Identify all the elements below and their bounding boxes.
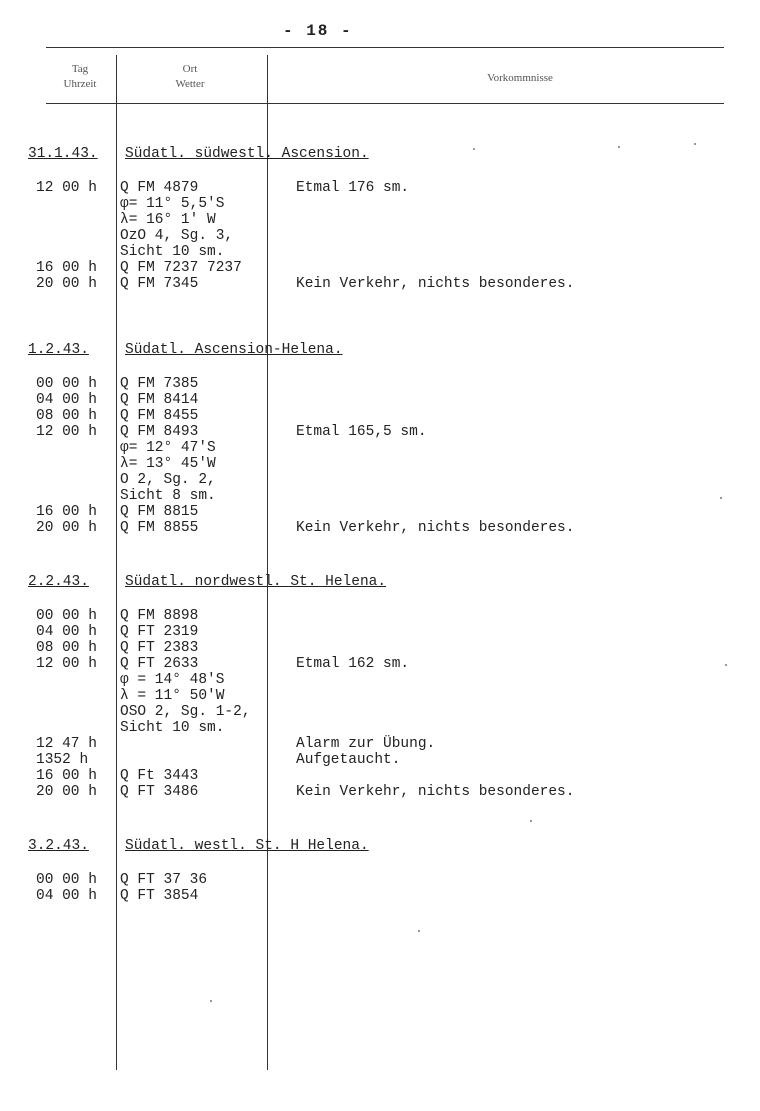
- row-event: Kein Verkehr, nichts besonderes.: [296, 520, 575, 536]
- row-position-weather: Q FM 8455: [120, 408, 199, 424]
- row-position-weather: Q FT 2383: [120, 640, 199, 656]
- section-date: 31.1.43.: [28, 146, 98, 162]
- row-position-weather: φ = 14° 48'S: [120, 672, 225, 688]
- section-location: Südatl. Ascension-Helena.: [125, 342, 343, 358]
- row-event: Etmal 165,5 sm.: [296, 424, 427, 440]
- row-position-weather: Q FM 4879: [120, 180, 199, 196]
- row-time: 08 00 h: [36, 640, 97, 656]
- row-event: Etmal 162 sm.: [296, 656, 410, 672]
- row-position-weather: Q FM 7385: [120, 376, 199, 392]
- row-time: 12 00 h: [36, 180, 97, 196]
- row-position-weather: λ= 13° 45'W: [120, 456, 216, 472]
- row-event: Alarm zur Übung.: [296, 736, 436, 752]
- row-position-weather: Q FM 8898: [120, 608, 199, 624]
- header-col2-line1: Ort: [182, 63, 198, 75]
- header-bottom-rule: [46, 103, 724, 104]
- row-time: 1352 h: [36, 752, 89, 768]
- row-position-weather: φ= 11° 5,5'S: [120, 196, 225, 212]
- scan-speck: [618, 146, 620, 148]
- row-position-weather: Q FM 7237 7237: [120, 260, 242, 276]
- row-position-weather: Q FM 8493: [120, 424, 199, 440]
- row-position-weather: Q FM 8414: [120, 392, 199, 408]
- section-date: 2.2.43.: [28, 574, 89, 590]
- row-time: 04 00 h: [36, 392, 97, 408]
- scan-speck: [210, 1000, 212, 1002]
- row-time: 16 00 h: [36, 768, 97, 784]
- scan-speck: [694, 143, 696, 145]
- header-col2: [140, 62, 240, 92]
- header-col2-line2: Wetter: [175, 78, 205, 90]
- row-time: 16 00 h: [36, 504, 97, 520]
- section-date: 1.2.43.: [28, 342, 89, 358]
- row-time: 20 00 h: [36, 276, 97, 292]
- scan-speck: [418, 930, 420, 932]
- section-location: Südatl. nordwestl. St. Helena.: [125, 574, 387, 590]
- row-time: 04 00 h: [36, 624, 97, 640]
- header-col1: [52, 62, 108, 92]
- row-time: 00 00 h: [36, 376, 97, 392]
- scan-speck: [530, 820, 532, 822]
- row-event: Kein Verkehr, nichts besonderes.: [296, 784, 575, 800]
- row-position-weather: Sicht 10 sm.: [120, 720, 225, 736]
- row-position-weather: λ= 16° 1' W: [120, 212, 216, 228]
- section-location: Südatl. südwestl. Ascension.: [125, 146, 369, 162]
- row-time: 16 00 h: [36, 260, 97, 276]
- header-col3: Vorkommnisse: [487, 72, 553, 84]
- row-position-weather: Q FT 37 36: [120, 872, 208, 888]
- row-position-weather: Q FM 8815: [120, 504, 199, 520]
- row-event: Kein Verkehr, nichts besonderes.: [296, 276, 575, 292]
- page-number: - 18 -: [283, 22, 353, 40]
- row-time: 04 00 h: [36, 888, 97, 904]
- row-time: 08 00 h: [36, 408, 97, 424]
- scan-speck: [473, 148, 475, 150]
- section-location: Südatl. westl. St. H Helena.: [125, 838, 369, 854]
- row-position-weather: OSO 2, Sg. 1-2,: [120, 704, 251, 720]
- row-time: 00 00 h: [36, 608, 97, 624]
- row-position-weather: Q FT 2319: [120, 624, 199, 640]
- row-position-weather: Q FM 7345: [120, 276, 199, 292]
- row-position-weather: Q FT 3486: [120, 784, 199, 800]
- row-position-weather: Sicht 8 sm.: [120, 488, 216, 504]
- header-col1-line2: Uhrzeit: [63, 78, 97, 90]
- row-position-weather: Q FT 2633: [120, 656, 199, 672]
- row-time: 00 00 h: [36, 872, 97, 888]
- header-top-rule: [46, 47, 724, 48]
- row-position-weather: λ = 11° 50'W: [120, 688, 225, 704]
- row-position-weather: Q Ft 3443: [120, 768, 199, 784]
- row-time: 12 00 h: [36, 656, 97, 672]
- scan-speck: [725, 664, 727, 666]
- row-event: Aufgetaucht.: [296, 752, 401, 768]
- row-time: 20 00 h: [36, 784, 97, 800]
- row-position-weather: Sicht 10 sm.: [120, 244, 225, 260]
- row-position-weather: OzO 4, Sg. 3,: [120, 228, 234, 244]
- section-date: 3.2.43.: [28, 838, 89, 854]
- row-position-weather: φ= 12° 47'S: [120, 440, 216, 456]
- row-time: 12 47 h: [36, 736, 97, 752]
- scan-speck: [720, 497, 722, 499]
- row-position-weather: O 2, Sg. 2,: [120, 472, 216, 488]
- row-event: Etmal 176 sm.: [296, 180, 410, 196]
- row-position-weather: Q FT 3854: [120, 888, 199, 904]
- column-divider-1: [116, 55, 117, 1070]
- row-time: 20 00 h: [36, 520, 97, 536]
- header-col1-line1: Tag: [71, 63, 89, 75]
- row-position-weather: Q FM 8855: [120, 520, 199, 536]
- column-divider-2: [267, 55, 268, 1070]
- row-time: 12 00 h: [36, 424, 97, 440]
